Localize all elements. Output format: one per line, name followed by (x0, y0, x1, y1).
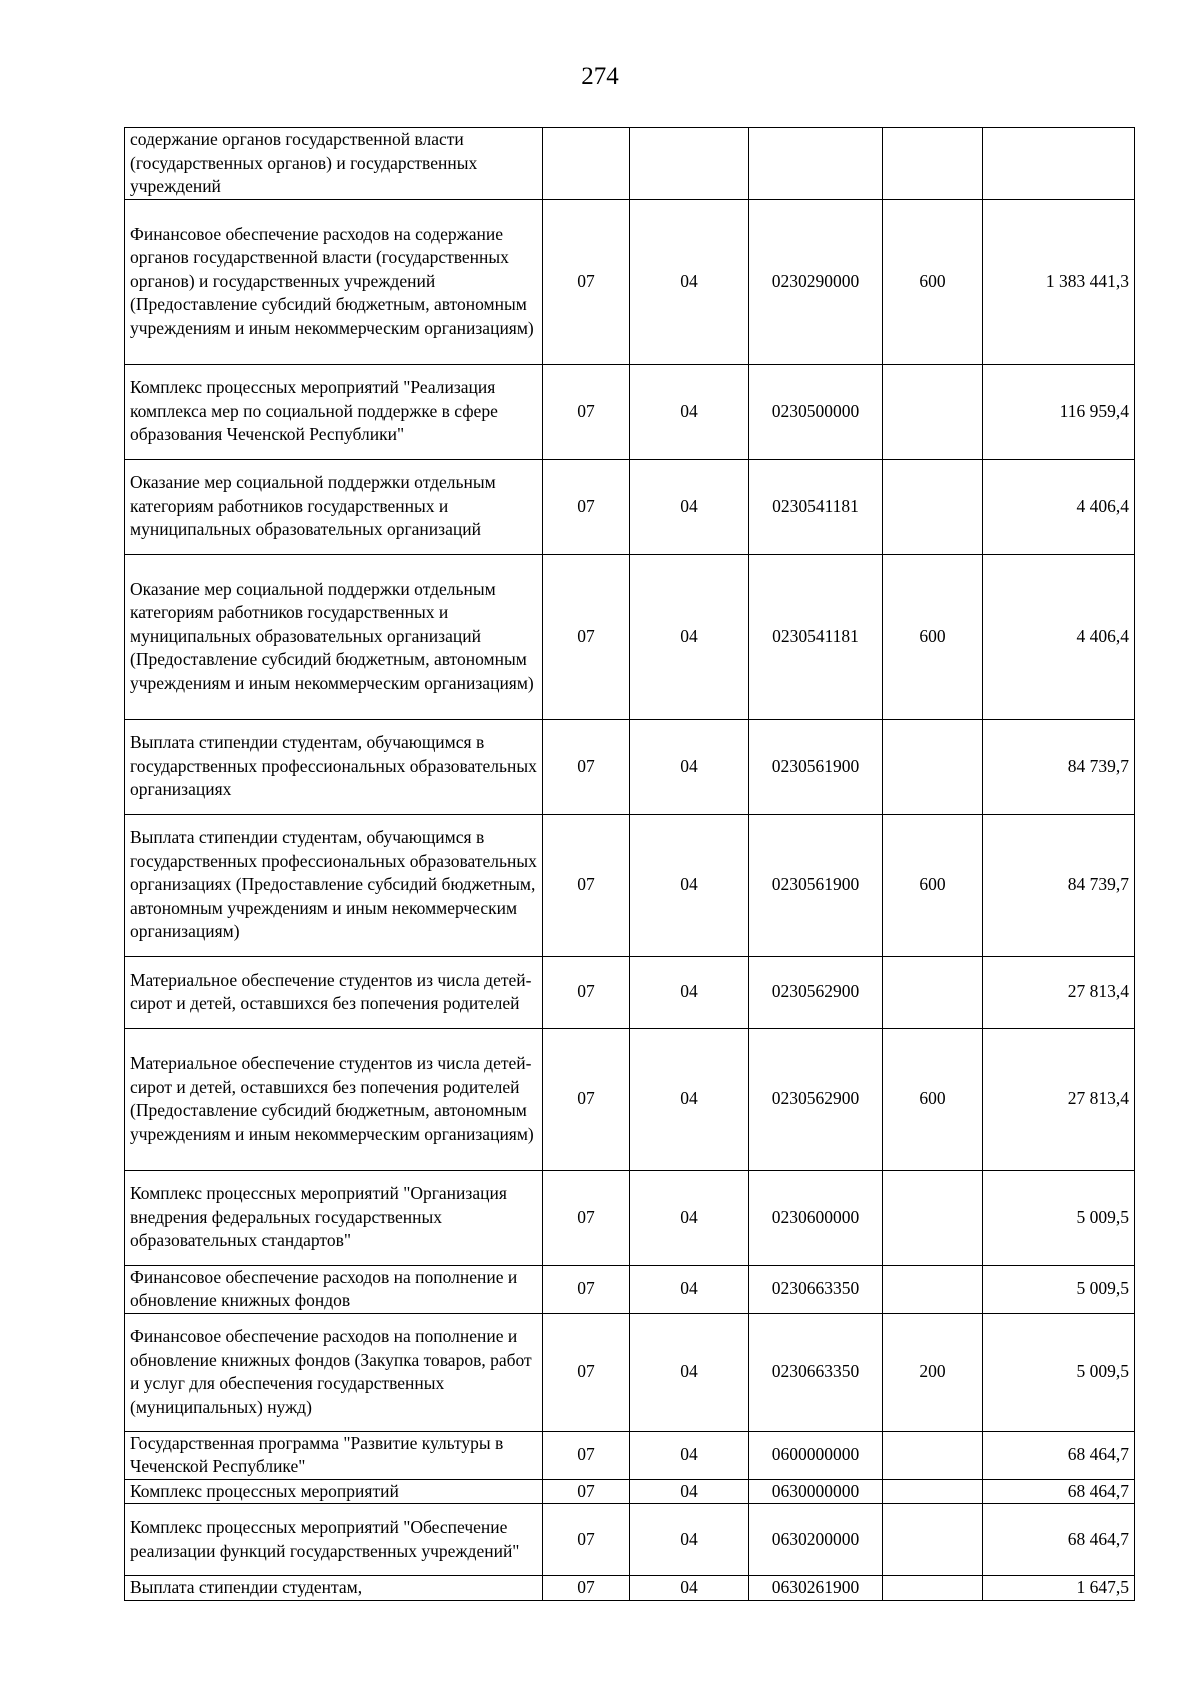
cell-target-article (749, 128, 883, 200)
cell-amount: 84 739,7 (983, 814, 1135, 956)
table-row (125, 1504, 1135, 1576)
cell-expense-type (883, 956, 983, 1028)
cell-name: Оказание мер социальной поддержки отдельным категориям работников государственных и муниципальных образовательных организаций (Предоставление субсидий бюджетным, автономным учреждениям и иным некоммерческим организациям) (125, 554, 543, 719)
cell-target-article: 0600000000 (749, 1431, 883, 1479)
cell-subsection: 04 (630, 1313, 749, 1431)
cell-section: 07 (543, 1170, 630, 1265)
cell-subsection: 04 (630, 814, 749, 956)
cell-name: Комплекс процессных мероприятий "Организация внедрения федеральных государственных образовательных стандартов" (125, 1170, 543, 1265)
cell-subsection: 04 (630, 1504, 749, 1576)
cell-section: 07 (543, 364, 630, 459)
cell-section: 07 (543, 719, 630, 814)
cell-section: 07 (543, 1265, 630, 1313)
table-row (125, 814, 1135, 956)
cell-name: Финансовое обеспечение расходов на пополнение и обновление книжных фондов (125, 1265, 543, 1313)
cell-expense-type: 600 (883, 814, 983, 956)
table-row (125, 1576, 1135, 1601)
table-row (125, 719, 1135, 814)
cell-amount: 4 406,4 (983, 554, 1135, 719)
cell-name: Выплата стипендии студентам, обучающимся в государственных профессиональных образовательных организациях (Предоставление субсидий бюджетным, автономным учреждениям и иным некоммерческим организациям) (125, 814, 543, 956)
cell-expense-type (883, 1170, 983, 1265)
cell-subsection: 04 (630, 199, 749, 364)
table-row (125, 128, 1135, 200)
cell-name: Оказание мер социальной поддержки отдельным категориям работников государственных и муниципальных образовательных организаций (125, 459, 543, 554)
cell-expense-type (883, 1504, 983, 1576)
cell-expense-type: 600 (883, 1028, 983, 1170)
cell-section: 07 (543, 814, 630, 956)
cell-subsection: 04 (630, 1479, 749, 1504)
cell-subsection: 04 (630, 364, 749, 459)
cell-target-article: 0230541181 (749, 459, 883, 554)
cell-subsection: 04 (630, 1170, 749, 1265)
cell-amount: 68 464,7 (983, 1504, 1135, 1576)
cell-target-article: 0230663350 (749, 1313, 883, 1431)
table-row (125, 1170, 1135, 1265)
cell-target-article: 0230290000 (749, 199, 883, 364)
cell-name: Финансовое обеспечение расходов на пополнение и обновление книжных фондов (Закупка товаров, работ и услуг для обеспечения государственных (муниципальных) нужд) (125, 1313, 543, 1431)
cell-target-article: 0630000000 (749, 1479, 883, 1504)
cell-expense-type (883, 364, 983, 459)
table-row (125, 199, 1135, 364)
table-row (125, 364, 1135, 459)
table-row (125, 1028, 1135, 1170)
cell-target-article: 0230561900 (749, 719, 883, 814)
table-row (125, 1479, 1135, 1504)
cell-target-article: 0630200000 (749, 1504, 883, 1576)
cell-section: 07 (543, 554, 630, 719)
cell-amount: 27 813,4 (983, 1028, 1135, 1170)
table-row (125, 554, 1135, 719)
cell-expense-type (883, 1431, 983, 1479)
cell-name: Финансовое обеспечение расходов на содержание органов государственной власти (государственных органов) и государственных учреждений (Предоставление субсидий бюджетным, автономным учреждениям и иным некоммерческим организациям) (125, 199, 543, 364)
cell-section: 07 (543, 956, 630, 1028)
cell-subsection: 04 (630, 719, 749, 814)
cell-amount: 84 739,7 (983, 719, 1135, 814)
table-row (125, 1313, 1135, 1431)
table-row (125, 956, 1135, 1028)
cell-name: содержание органов государственной власти (государственных органов) и государственных учреждений (125, 128, 543, 200)
cell-amount (983, 128, 1135, 200)
cell-name: Комплекс процессных мероприятий "Реализация комплекса мер по социальной поддержке в сфере образования Чеченской Республики" (125, 364, 543, 459)
cell-subsection: 04 (630, 956, 749, 1028)
cell-target-article: 0230562900 (749, 1028, 883, 1170)
cell-expense-type (883, 1479, 983, 1504)
cell-subsection: 04 (630, 554, 749, 719)
cell-amount: 68 464,7 (983, 1479, 1135, 1504)
cell-subsection: 04 (630, 1265, 749, 1313)
cell-name: Комплекс процессных мероприятий "Обеспечение реализации функций государственных учреждений" (125, 1504, 543, 1576)
cell-target-article: 0230562900 (749, 956, 883, 1028)
cell-amount: 5 009,5 (983, 1313, 1135, 1431)
cell-amount: 4 406,4 (983, 459, 1135, 554)
cell-section: 07 (543, 1028, 630, 1170)
cell-target-article: 0230561900 (749, 814, 883, 956)
cell-amount: 1 383 441,3 (983, 199, 1135, 364)
cell-amount: 5 009,5 (983, 1170, 1135, 1265)
cell-name: Государственная программа "Развитие культуры в Чеченской Республике" (125, 1431, 543, 1479)
cell-name: Материальное обеспечение студентов из числа детей-сирот и детей, оставшихся без попечения родителей (Предоставление субсидий бюджетным, автономным учреждениям и иным некоммерческим организациям) (125, 1028, 543, 1170)
cell-amount: 1 647,5 (983, 1576, 1135, 1601)
cell-name: Материальное обеспечение студентов из числа детей-сирот и детей, оставшихся без попечения родителей (125, 956, 543, 1028)
cell-section (543, 128, 630, 200)
cell-amount: 116 959,4 (983, 364, 1135, 459)
cell-target-article: 0230600000 (749, 1170, 883, 1265)
cell-section: 07 (543, 199, 630, 364)
cell-expense-type (883, 459, 983, 554)
cell-expense-type (883, 719, 983, 814)
cell-subsection: 04 (630, 459, 749, 554)
cell-expense-type: 200 (883, 1313, 983, 1431)
cell-expense-type (883, 1576, 983, 1601)
cell-target-article: 0630261900 (749, 1576, 883, 1601)
cell-expense-type (883, 1265, 983, 1313)
cell-amount: 5 009,5 (983, 1265, 1135, 1313)
cell-subsection: 04 (630, 1028, 749, 1170)
cell-section: 07 (543, 1479, 630, 1504)
cell-expense-type: 600 (883, 554, 983, 719)
cell-amount: 27 813,4 (983, 956, 1135, 1028)
cell-target-article: 0230541181 (749, 554, 883, 719)
table-row (125, 459, 1135, 554)
cell-subsection: 04 (630, 1431, 749, 1479)
cell-section: 07 (543, 1431, 630, 1479)
cell-subsection (630, 128, 749, 200)
cell-section: 07 (543, 1576, 630, 1601)
budget-table (124, 127, 1135, 1601)
page-number: 274 (581, 63, 619, 90)
cell-target-article: 0230500000 (749, 364, 883, 459)
cell-name: Выплата стипендии студентам, обучающимся в государственных профессиональных образовательных организациях (125, 719, 543, 814)
cell-name: Комплекс процессных мероприятий (125, 1479, 543, 1504)
cell-target-article: 0230663350 (749, 1265, 883, 1313)
table-row (125, 1265, 1135, 1313)
cell-expense-type (883, 128, 983, 200)
cell-amount: 68 464,7 (983, 1431, 1135, 1479)
cell-section: 07 (543, 459, 630, 554)
cell-section: 07 (543, 1313, 630, 1431)
cell-name: Выплата стипендии студентам, (125, 1576, 543, 1601)
cell-subsection: 04 (630, 1576, 749, 1601)
cell-expense-type: 600 (883, 199, 983, 364)
table-row (125, 1431, 1135, 1479)
cell-section: 07 (543, 1504, 630, 1576)
